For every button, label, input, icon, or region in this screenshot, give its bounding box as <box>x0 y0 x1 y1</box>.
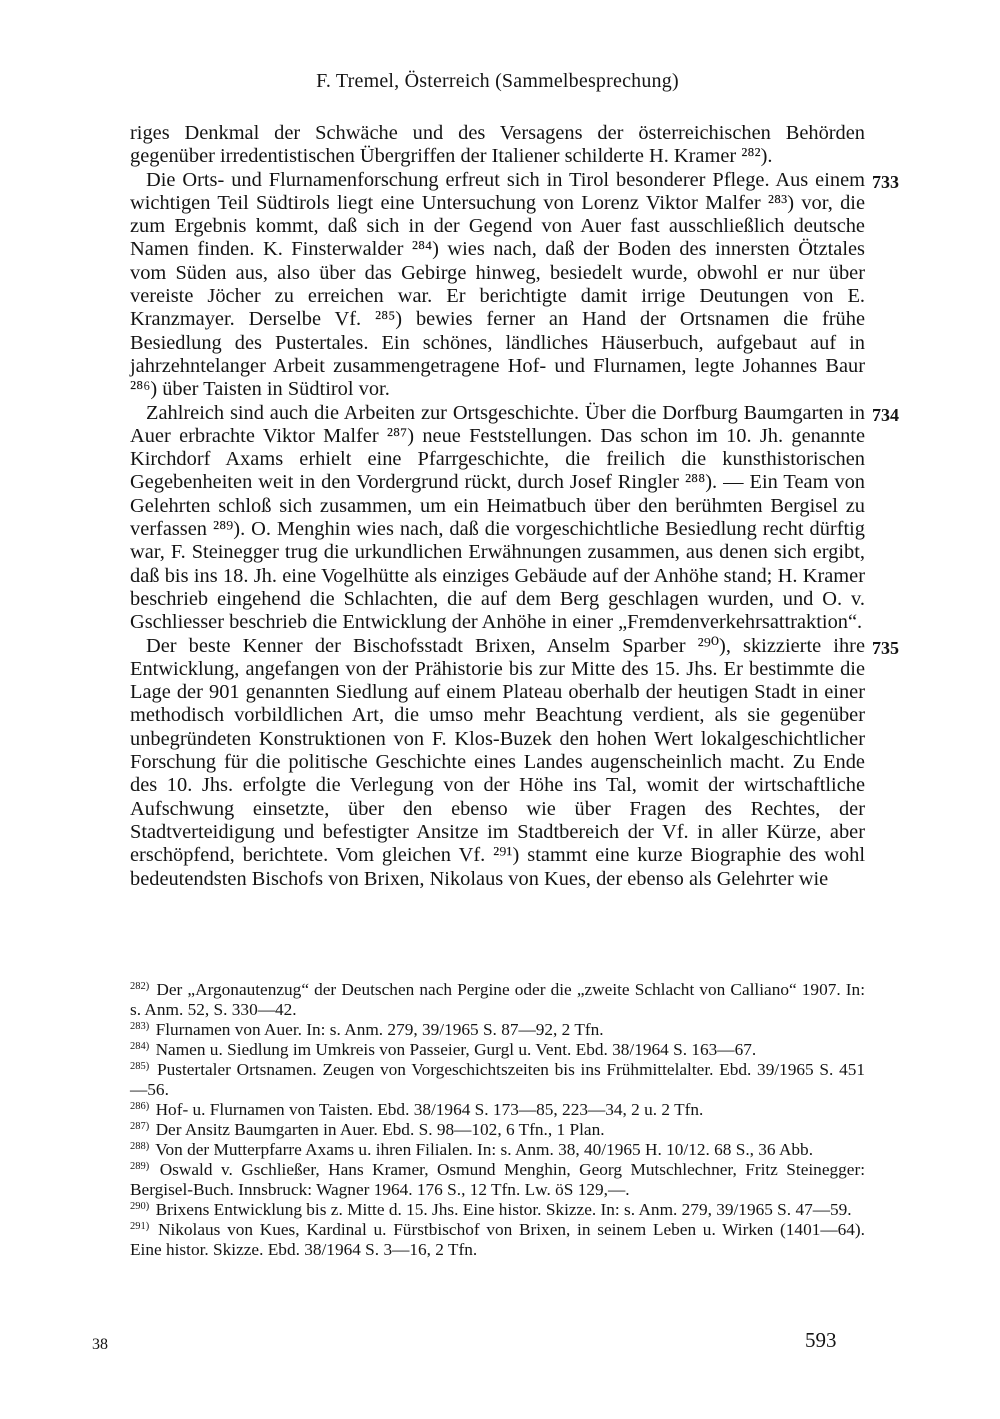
footnote-text: Der „Argonautenzug“ der Deutschen nach Pergine oder die „zweite Schlacht von Calliano“ 1907. In: s. Anm. 52, S. 330—42. <box>130 980 865 1019</box>
margin-number-735: 735 <box>872 637 899 658</box>
margin-number-733: 733 <box>872 171 899 192</box>
footnote <box>130 1200 865 1220</box>
footnote-number: 286) <box>130 1101 150 1112</box>
footnote-number: 284) <box>130 1041 150 1052</box>
paragraph-3-text: Zahlreich sind auch die Arbeiten zur Ortsgeschichte. Über die Dorfburg Baumgarten in Auer erbrachte Viktor Malfer ²⁸⁷) neue Feststellungen. Das schon im 10. Jh. genannte Kirchdorf Axams erhielt eine Pfarrgeschichte, die freilich die kunsthistorischen Gegebenheiten weit in den Vordergrund rückt, durch Josef Ringler ²⁸⁸). — Ein Team von Gelehrten schloß sich zusammen, um ein Heimatbuch über den berühmten Bergisel zu verfassen ²⁸⁹). O. Menghin wies nach, daß die vorgeschichtliche Besiedlung recht dürftig war, F. Steinegger trug die urkundlichen Erwähnungen zusammen, aus denen sich ergibt, daß bis ins 18. Jh. eine Vogelhütte als einziges Gebäude auf der Anhöhe stand; H. Kramer beschrieb eingehend die Schlachten, die auf dem Berg geschlagen wurden, und O. v. Gschliesser beschrieb die Entwicklung der Anhöhe in einer „Fremdenverkehrsattraktion“. <box>130 401 865 634</box>
footnote-number: 285) <box>130 1061 150 1072</box>
footnote <box>130 1020 865 1040</box>
footnote-number: 289) <box>130 1161 150 1172</box>
footnote-text: Hof- u. Flurnamen von Taisten. Ebd. 38/1964 S. 173—85, 223—34, 2 u. 2 Tfn. <box>155 1100 704 1119</box>
footnote-number: 282) <box>130 981 150 992</box>
footnote <box>130 1100 865 1120</box>
footnote <box>130 980 865 1020</box>
footnote-number: 288) <box>130 1141 150 1152</box>
footnote-number: 291) <box>130 1221 150 1232</box>
paragraph-2-text: Die Orts- und Flurnamenforschung erfreut sich in Tirol besonderer Pflege. Aus einem wichtigen Teil Südtirols liegt eine Untersuchung von Lorenz Viktor Malfer ²⁸³) vor, die zum Ergebnis kommt, daß sich in der Gegend von Auer fast ausschließlich deutsche Namen finden. K. Finsterwalder ²⁸⁴) wies nach, daß der Boden des innersten Ötztales vom Süden aus, also über das Gebirge hinweg, besiedelt wurde, obwohl er nur über vereiste Jöcher zu erreichen war. Er berichtigte damit irrige Deutungen von E. Kranzmayer. Derselbe Vf. ²⁸⁵) bewies ferner an Hand der Ortsnamen die frühe Besiedlung des Pustertales. Ein schönes, ländliches Häuserbuch, aufgebaut auf in jahrzehntelanger Arbeit zusammengetragene Hof- und Flurnamen, legte Johannes Baur ²⁸⁶) über Taisten in Südtirol vor. <box>130 168 865 401</box>
footnote <box>130 1060 865 1100</box>
footnote <box>130 1160 865 1200</box>
footnote-number: 287) <box>130 1121 150 1132</box>
signature-mark: 38 <box>92 1336 108 1353</box>
paragraph-4 <box>130 634 899 891</box>
page-number: 593 <box>805 1328 837 1352</box>
footnote <box>130 1120 865 1140</box>
footnote <box>130 1040 865 1060</box>
footnote-text: Brixens Entwicklung bis z. Mitte d. 15. Jhs. Eine histor. Skizze. In: s. Anm. 279, 39/1965 S. 47—59. <box>155 1200 852 1219</box>
main-text <box>130 122 899 891</box>
paragraph-1: riges Denkmal der Schwäche und des Versagens der österreichischen Behörden gegenüber irredentistischen Übergriffen der Italiener schilderte H. Kramer ²⁸²). <box>130 122 865 168</box>
footnote-number: 283) <box>130 1021 150 1032</box>
footnote-text: Von der Mutterpfarre Axams u. ihren Filialen. In: s. Anm. 38, 40/1965 H. 10/12. 68 S., 36 Abb. <box>155 1140 814 1159</box>
footnote-text: Namen u. Siedlung im Umkreis von Passeier, Gurgl u. Vent. Ebd. 38/1964 S. 163—67. <box>155 1040 757 1059</box>
paragraph-2 <box>130 168 899 402</box>
footnote-text: Nikolaus von Kues, Kardinal u. Fürstbischof von Brixen, in seinem Leben u. Wirken (1401—64). Eine histor. Skizze. Ebd. 38/1964 S. 3—16, 2 Tfn. <box>130 1220 865 1259</box>
paragraph-3 <box>130 401 899 635</box>
footnote-text: Flurnamen von Auer. In: s. Anm. 279, 39/1965 S. 87—92, 2 Tfn. <box>155 1020 604 1039</box>
footnote-number: 290) <box>130 1201 150 1212</box>
footnote-text: Pustertaler Ortsnamen. Zeugen von Vorgeschichtszeiten bis ins Frühmittelalter. Ebd. 39/1965 S. 451—56. <box>130 1060 865 1099</box>
paragraph-4-text: Der beste Kenner der Bischofsstadt Brixen, Anselm Sparber ²⁹⁰), skizzierte ihre Entwicklung, angefangen von der Prähistorie bis zur Mitte des 15. Jhs. Er bestimmte die Lage der 901 genannten Siedlung auf einem Plateau oberhalb der heutigen Stadt in einer methodisch vorbildlichen Art, die umso mehr Beachtung verdient, als sie gegenüber unbegründeten Konstruktionen von F. Klos-Buzek den hohen Wert lokalgeschichtlicher Forschung für die politische Geschichte eines Landes augenscheinlich macht. Zu Ende des 10. Jhs. erfolgte die Verlegung von der Höhe ins Tal, womit der wirtschaftliche Aufschwung einsetzte, über den ebenso wie über Fragen des Rechtes, der Stadtverteidigung und befestigter Ansitze im Stadtbereich der Vf. in aller Kürze, aber erschöpfend, berichtete. Vom gleichen Vf. ²⁹¹) stammt eine kurze Biographie des wohl bedeutendsten Bischofs von Brixen, Nikolaus von Kues, der ebenso als Gelehrter wie <box>130 634 865 890</box>
footnotes <box>130 980 865 1260</box>
running-header: F. Tremel, Österreich (Sammelbesprechung) <box>316 70 679 92</box>
footnote-text: Oswald v. Gschließer, Hans Kramer, Osmund Menghin, Georg Mutschlechner, Fritz Steinegger: Bergisel-Buch. Innsbruck: Wagner 1964. 176 S., 12 Tfn. Lw. öS 129,—. <box>130 1160 865 1199</box>
footnote <box>130 1220 865 1260</box>
footnote-text: Der Ansitz Baumgarten in Auer. Ebd. S. 98—102, 6 Tfn., 1 Plan. <box>155 1120 605 1139</box>
margin-number-734: 734 <box>872 404 899 425</box>
footnote <box>130 1140 865 1160</box>
